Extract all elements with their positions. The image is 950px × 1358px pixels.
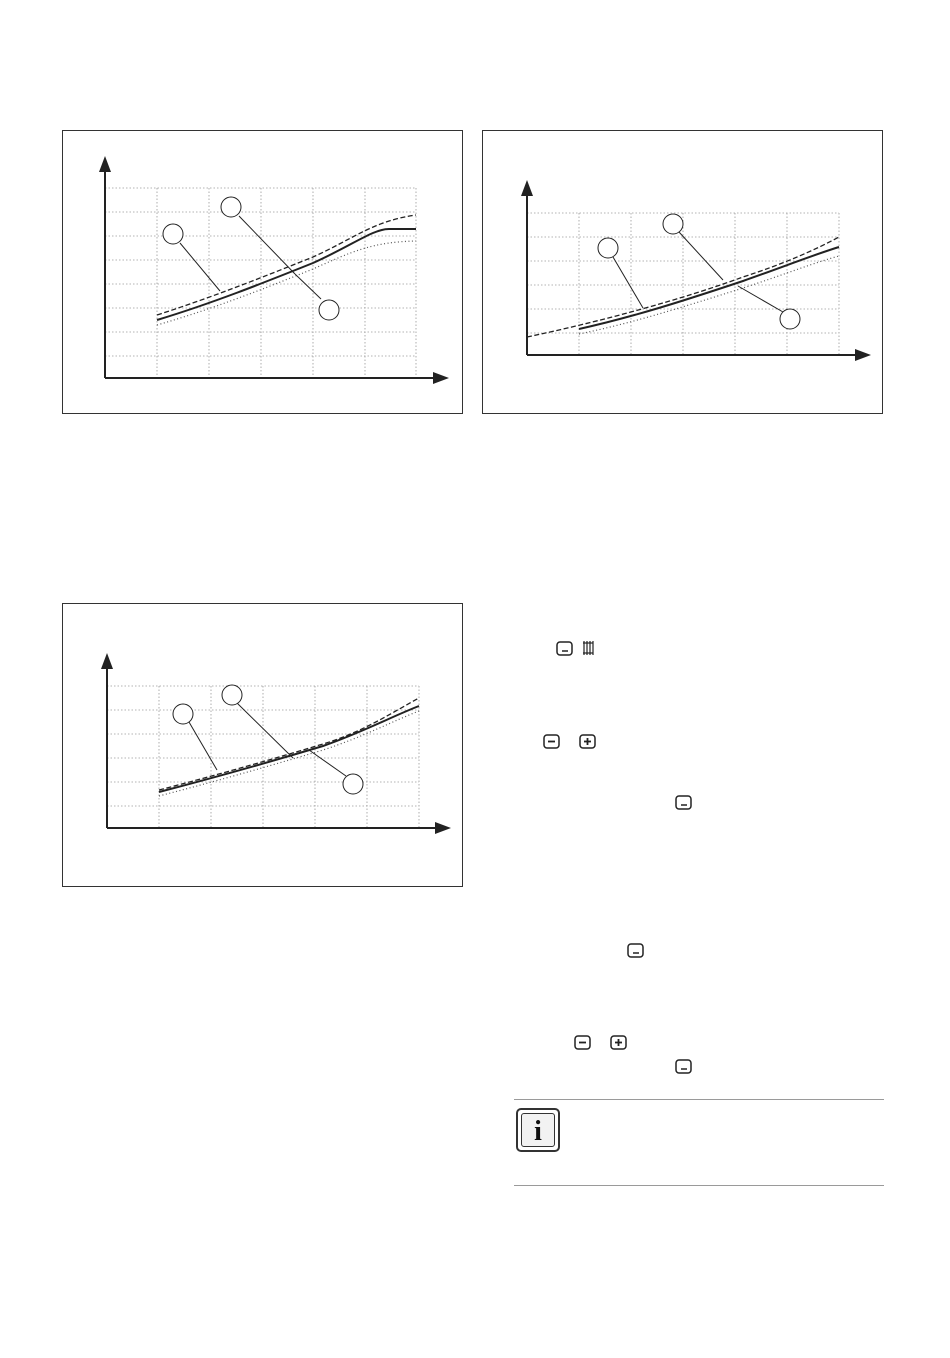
info-icon — [516, 1108, 560, 1152]
radiator-icon — [582, 640, 594, 657]
minus-key-icon — [574, 1035, 592, 1051]
figure-a-plot — [63, 131, 464, 415]
figure-b-grid — [527, 213, 839, 355]
plus-key-icon — [579, 734, 597, 750]
figure-a-axes — [99, 156, 449, 384]
menu-key-icon — [675, 795, 693, 811]
figure-b-callout-2 — [663, 214, 683, 234]
menu-key-icon — [675, 1059, 693, 1075]
figure-c-callout-2 — [222, 685, 242, 705]
info-note-box — [514, 1099, 884, 1186]
figure-a-callout-2 — [221, 197, 241, 217]
menu-key-icon — [556, 641, 574, 657]
figure-c-frame — [62, 603, 463, 887]
figure-c-grid — [107, 686, 419, 828]
figure-a-frame — [62, 130, 463, 414]
figure-a-curve-dotted — [157, 241, 416, 325]
figure-a-curve-solid — [157, 229, 416, 320]
figure-c-curve-dashed — [159, 698, 419, 790]
figure-c-axes — [101, 653, 451, 834]
minus-key-icon — [543, 734, 561, 750]
plus-key-icon — [610, 1035, 628, 1051]
figure-c-callout-3 — [343, 774, 363, 794]
figure-b-axes — [521, 180, 871, 361]
figure-b-frame — [482, 130, 883, 414]
figure-c-callouts — [173, 685, 363, 794]
figure-c-callout-1 — [173, 704, 193, 724]
figure-c-plot — [63, 604, 464, 888]
figure-a-callout-3 — [319, 300, 339, 320]
figure-b-plot — [483, 131, 884, 415]
figure-b-callout-3 — [780, 309, 800, 329]
figure-a-callout-1 — [163, 224, 183, 244]
figure-b-callout-1 — [598, 238, 618, 258]
info-glyph: i — [534, 1116, 542, 1147]
figure-b-curve-dotted — [579, 256, 839, 334]
menu-key-icon — [627, 943, 645, 959]
